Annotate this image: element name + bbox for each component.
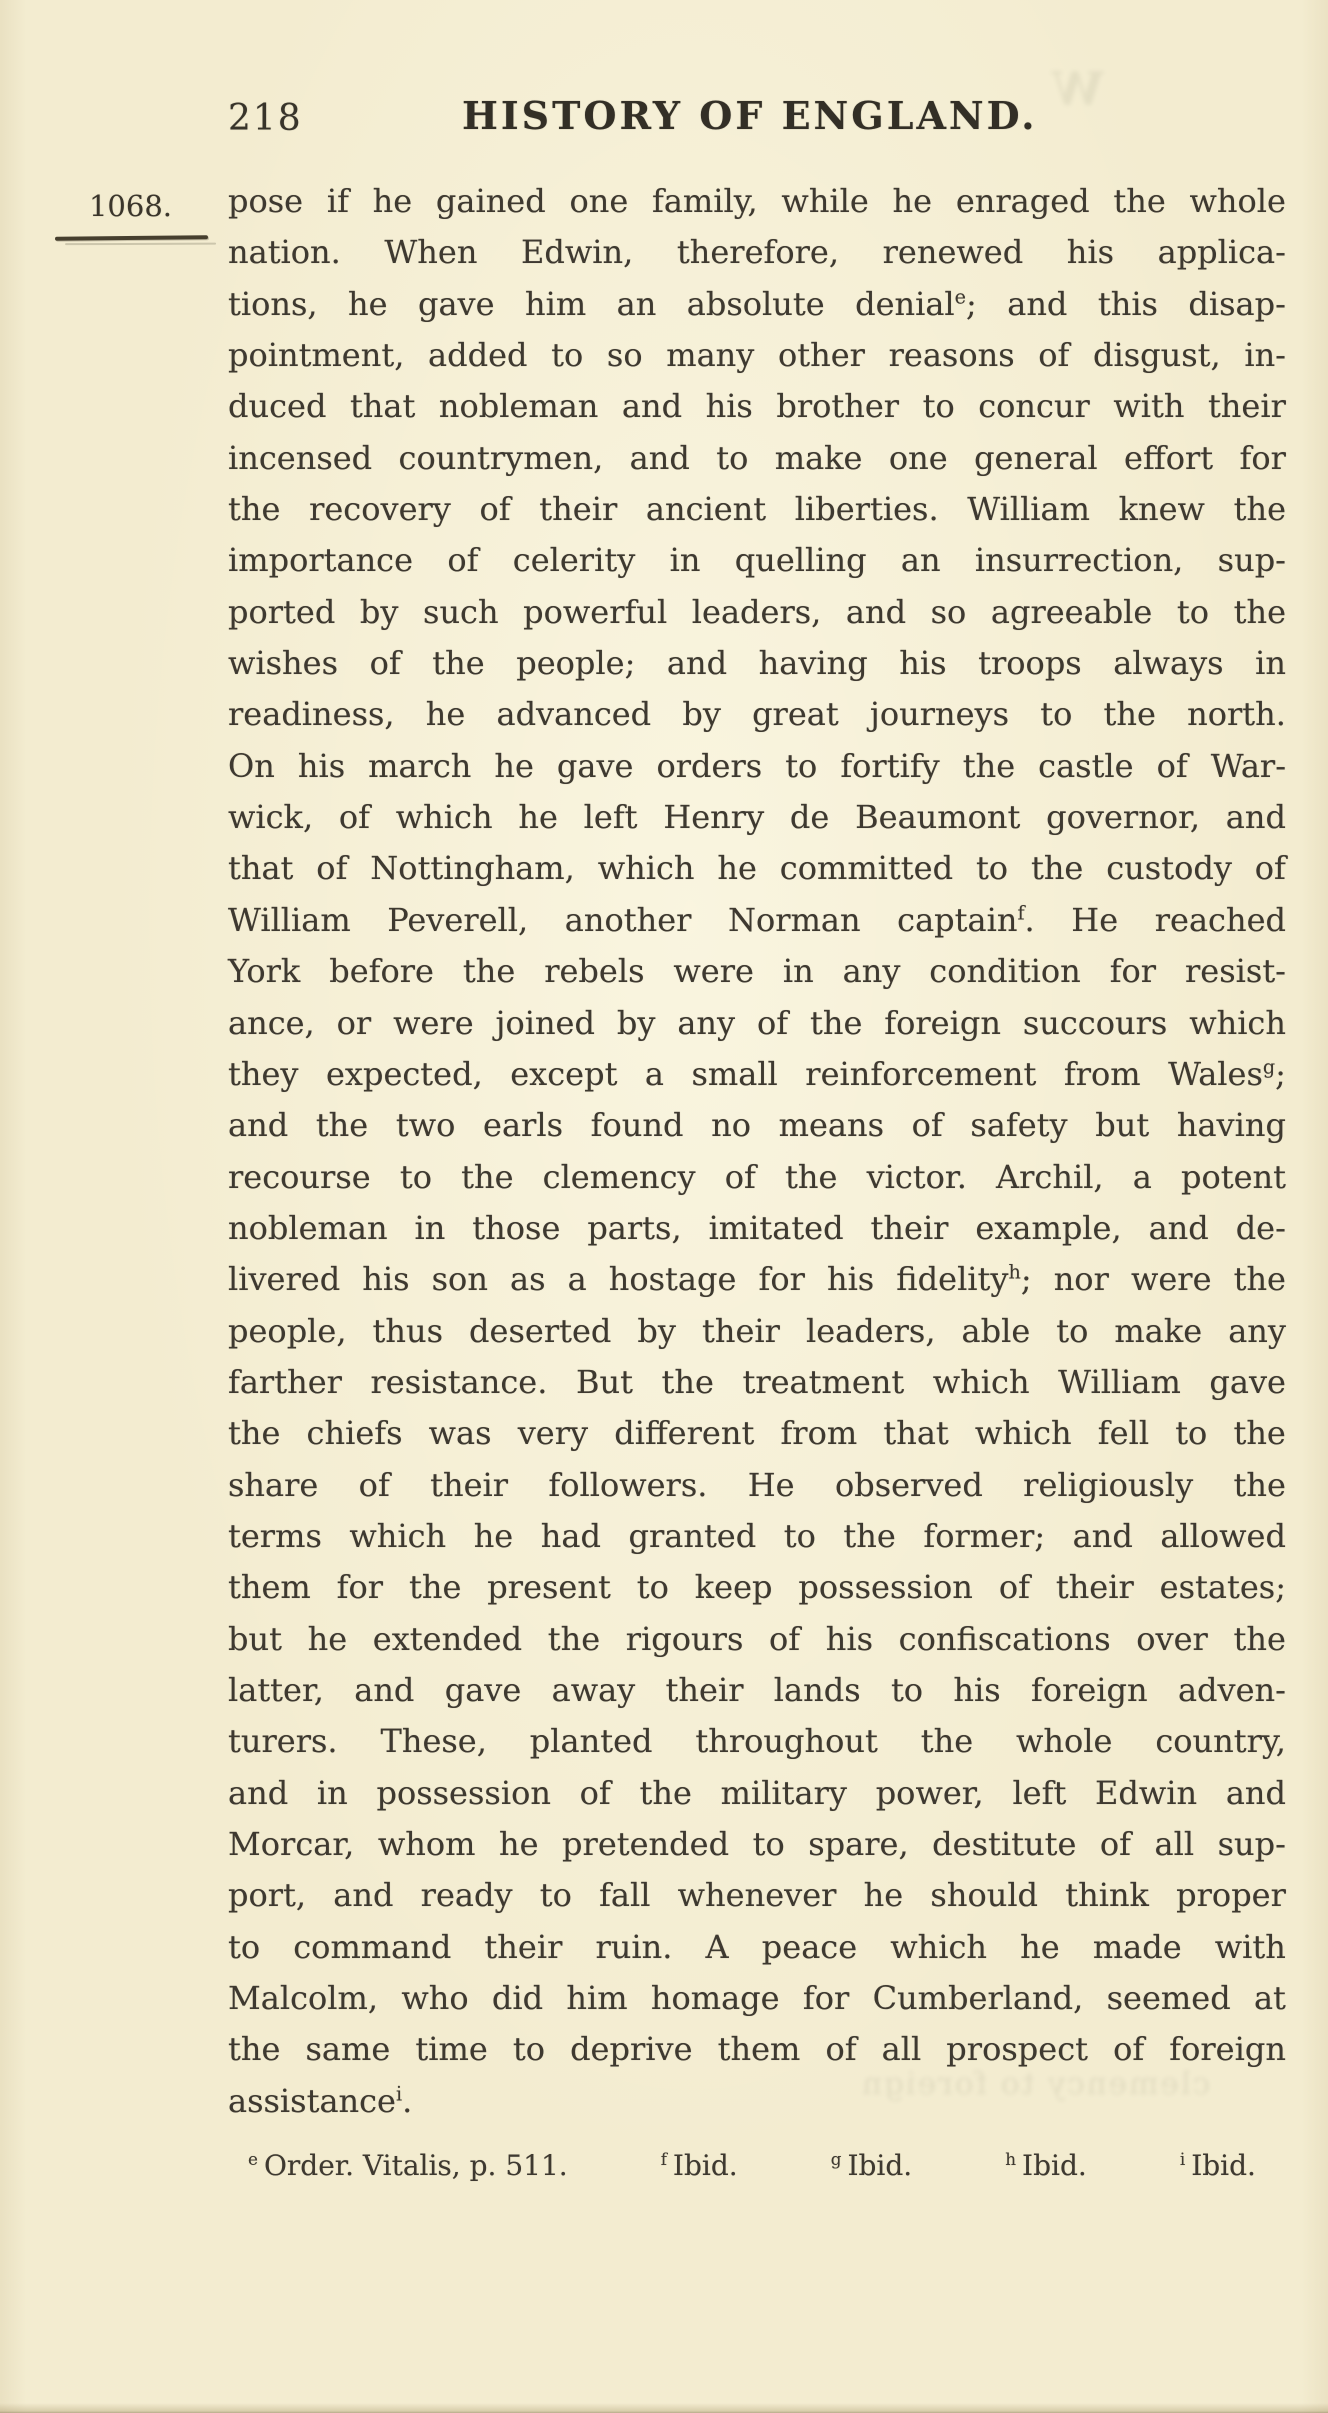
body-line: importance of celerity in quelling an insurrection, sup- [228, 541, 1286, 580]
body-line: assistance$^i$. [228, 2081, 413, 2120]
body-line: York before the rebels were in any condition for resist- [228, 952, 1286, 991]
body-line: ance, or were joined by any of the foreign succours which [228, 1003, 1286, 1042]
body-line: latter, and gave away their lands to his foreign adven- [228, 1670, 1286, 1709]
page-number: 218 [228, 98, 303, 139]
body-line: people, thus deserted by their leaders, able to make any [228, 1311, 1286, 1350]
body-line: incensed countrymen, and to make one general effort for [228, 438, 1286, 477]
body-line: pointment, added to so many other reasons of disgust, in- [228, 336, 1286, 375]
body-line: to command their ruin. A peace which he made with [228, 1927, 1286, 1966]
body-line: turers. These, planted throughout the whole country, [228, 1722, 1286, 1761]
body-line: duced that nobleman and his brother to concur with their [228, 387, 1286, 426]
body-line: Malcolm, who did him homage for Cumberland, seemed at [228, 1979, 1286, 2018]
footnote: $^g$ Ibid. [830, 2148, 913, 2182]
body-line: nation. When Edwin, therefore, renewed his applica- [228, 233, 1286, 272]
margin-year-note: 1068. [88, 189, 172, 223]
footnote: $^i$ Ibid. [1179, 2148, 1256, 2182]
footnote: $^h$ Ibid. [1005, 2148, 1087, 2182]
body-line: that of Nottingham, which he committed to the custody of [228, 849, 1286, 888]
body-line: wishes of the people; and having his troops always in [228, 644, 1286, 683]
running-header-title: HISTORY OF ENGLAND. [462, 93, 1038, 138]
body-line: and the two earls found no means of safety but having [228, 1106, 1286, 1145]
body-line: port, and ready to fall whenever he should think proper [228, 1876, 1286, 1915]
body-paragraph [228, 176, 1286, 2127]
margin-rule [55, 235, 208, 241]
body-line: they expected, except a small reinforcement from Wales$^g$; [228, 1054, 1286, 1093]
footnotes-row [248, 2148, 1256, 2184]
bleed-through-smudge: W [1050, 62, 1104, 116]
body-line: ported by such powerful leaders, and so agreeable to the [228, 592, 1286, 631]
body-line: pose if he gained one family, while he enraged the whole [228, 182, 1286, 220]
bleed-through-smudge: clemency to foreign [860, 2066, 1211, 2102]
body-line: the same time to deprive them of all prospect of foreign [228, 2030, 1286, 2069]
footnote: $^e$ Order. Vitalis, p. 511. [248, 2148, 568, 2182]
body-line: the recovery of their ancient liberties. William knew the [228, 490, 1286, 529]
body-line: tions, he gave him an absolute denial$^e$; and this disap- [228, 284, 1286, 323]
body-line: readiness, he advanced by great journeys to the north. [228, 695, 1286, 734]
body-line: the chiefs was very different from that which fell to the [228, 1414, 1286, 1453]
body-line: On his march he gave orders to fortify the castle of War- [228, 746, 1286, 785]
body-line: farther resistance. But the treatment which William gave [228, 1362, 1286, 1401]
body-line: William Peverell, another Norman captain$^f$. He reached [228, 900, 1286, 939]
body-line: share of their followers. He observed religiously the [228, 1465, 1286, 1504]
body-line: Morcar, whom he pretended to spare, destitute of all sup- [228, 1825, 1286, 1863]
body-line: wick, of which he left Henry de Beaumont governor, and [228, 798, 1286, 837]
body-line: recourse to the clemency of the victor. Archil, a potent [228, 1157, 1286, 1196]
body-line: terms which he had granted to the former; and allowed [228, 1516, 1286, 1555]
body-line: them for the present to keep possession of their estates; [228, 1568, 1286, 1607]
body-line: and in possession of the military power, left Edwin and [228, 1773, 1286, 1812]
footnote: $^f$ Ibid. [660, 2148, 738, 2182]
body-line: livered his son as a hostage for his fidelity$^h$; nor were the [228, 1260, 1286, 1299]
page-bottom-edge [0, 2403, 1328, 2413]
body-line: but he extended the rigours of his confiscations over the [228, 1619, 1286, 1658]
body-line: nobleman in those parts, imitated their example, and de- [228, 1208, 1286, 1247]
